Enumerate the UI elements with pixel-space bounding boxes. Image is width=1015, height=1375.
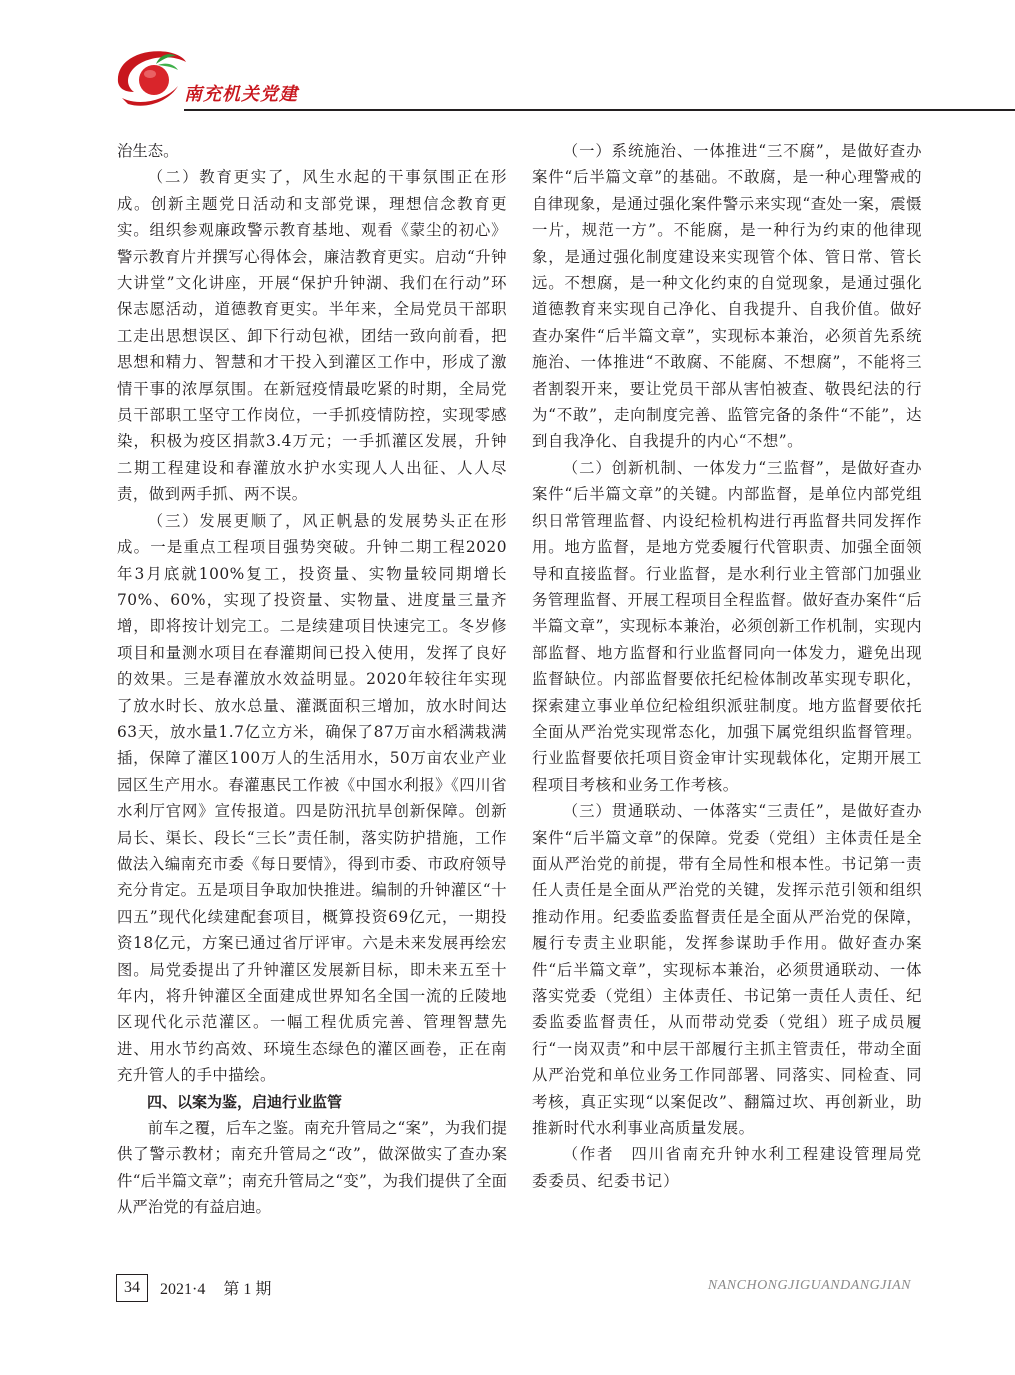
left-paragraph: （三）发展更顺了，风正帆悬的发展势头正在形成。一是重点工程项目强势突破。升钟二期工程2020年3月底就100%复工，投资量、实物量较同期增长70%、60%，实现了投资量、实物量、进度量三量齐增，即将按计划完工。二是续建项目快速完工。冬岁修项目和量测水项目在春灌期间已投入使用，发挥了良好的效果。三是春灌放水效益明显。2020年较往年实现了放水时长、放水总量、灌溉面积三增加，放水时间达63天，放水量1.7亿立方米，确保了87万亩水稻满栽满插，保障了灌区100万人的生活用水，50万亩农业产业园区生产用水。春灌惠民工作被《中国水利报》《四川省水利厅官网》宣传报道。四是防汛抗旱创新保障。创新局长、渠长、段长“三长”责任制，落实防护措施，工作做法入编南充市委《每日要情》，得到市委、市政府领导充分肯定。五是项目争取加快推进。编制的升钟灌区“十四五”现代化续建配套项目，概算投资69亿元，一期投资18亿元，方案已通过省厅评审。六是未来发展再绘宏图。局党委提出了升钟灌区发展新目标，即未来五至十年内，将升钟灌区全面建成世界知名全国一流的丘陵地区现代化示范灌区。一幅工程优质完善、管理智慧先进、用水节约高效、环境生态绿色的灌区画卷，正在南充升管人的手中描绘。 [117, 511, 507, 1085]
left-paragraph: 治生态。 [117, 142, 179, 160]
right-paragraph: （二）创新机制、一体发力“三监督”，是做好查办案件“后半篇文章”的关键。内部监督，是单位内部党组织日常管理监督、内设纪检机构进行再监督共同发挥作用。地方监督，是地方党委履行代管职责、加强全面领导和直接监督。行业监督，是水利行业主管部门加强业务管理监督、开展工程项目全程监督。做好查办案件“后半篇文章”，实现标本兼治，必须创新工作机制，实现内部监督、地方监督和行业监督同向一体发力，避免出现监督缺位。内部监督要依托纪检体制改革实现专职化，探索建立事业单位纪检组织派驻制度。地方监督要依托全面从严治党实现常态化，加强下属党组织监督管理。行业监督要依托项目资金审计实现载体化，定期开展工程项目考核和业务工作考核。 [532, 458, 922, 794]
left-paragraph: （二）教育更实了，风生水起的干事氛围正在形成。创新主题党日活动和支部党课，理想信念教育更实。组织参观廉政警示教育基地、观看《蒙尘的初心》警示教育片并撰写心得体会，廉洁教育更实。启动“升钟大讲堂”文化讲座，开展“保护升钟湖、我们在行动”环保志愿活动，道德教育更实。半年来，全局党员干部职工走出思想误区、卸下行动包袱，团结一致向前看，把思想和精力、智慧和才干投入到灌区工作中，形成了激情干事的浓厚氛围。在新冠疫情最吃紧的时期，全局党员干部职工坚守工作岗位，一手抓疫情防控，实现零感染，积极为疫区捐款3.4万元；一手抓灌区发展，升钟二期工程建设和春灌放水护水实现人人出征、人人尽责，做到两手抓、两不误。 [117, 168, 507, 504]
issue-date: 2021·4 [160, 1281, 206, 1298]
magazine-name-en: NANCHONGJIGUANDANGJIAN [707, 1278, 911, 1293]
right-paragraph: （一）系统施治、一体推进“三不腐”，是做好查办案件“后半篇文章”的基础。不敢腐，是一种心理警戒的自律现象，是通过强化案件警示来实现“查处一案，震慑一片，规范一方”。不能腐，是一种行为约束的他律现象，是通过强化制度建设来实现管个体、管日常、管长远。不想腐，是一种文化约束的自觉现象，是通过强化道德教育来实现自己净化、自我提升、自我价值。做好查办案件“后半篇文章”，实现标本兼治，必须首先系统施治、一体推进“不敢腐、不能腐、不想腐”，不能将三者割裂开来，要让党员干部从害怕被查、敬畏纪法的行为“不敢”，走向制度完善、监管完备的条件“不能”，达到自我净化、自我提升的内心“不想”。 [532, 142, 922, 451]
author-note: （作者 四川省南充升钟水利工程建设管理局党委委员、纪委书记） [532, 1145, 922, 1190]
page-number: 34 [116, 1274, 148, 1302]
left-paragraph: 前车之覆，后车之鉴。南充升管局之“案”，为我们提供了警示教材；南充升管局之“改”，做深做实了查办案件“后半篇文章”；南充升管局之“变”，为我们提供了全面从严治党的有益启迪。 [117, 1119, 507, 1217]
header-divider [184, 109, 1015, 111]
page-header [0, 0, 1015, 120]
right-column [532, 138, 922, 1194]
brand-title: 南充机关党建 [184, 84, 298, 105]
left-column [117, 138, 507, 1221]
issue-info [160, 1276, 271, 1299]
page-footer [0, 1268, 1015, 1308]
right-paragraph: （三）贯通联动、一体落实“三责任”，是做好查办案件“后半篇文章”的保障。党委（党组）主体责任是全面从严治党的前提，带有全局性和根本性。书记第一责任人责任是全面从严治党的关键，发挥示范引领和组织推动作用。纪委监委监督责任是全面从严治党的保障，履行专责主业职能，发挥参谋助手作用。做好查办案件“后半篇文章”，实现标本兼治，必须贯通联动、一体落实党委（党组）主体责任、书记第一责任人责任、纪委监委监督责任，从而带动党委（党组）班子成员履行“一岗双责”和中层干部履行主抓主管责任，带动全面从严治党和单位业务工作同部署、同落实、同检查、同考核，真正实现“以案促改”、翻篇过坎、再创新业，助推新时代水利事业高质量发展。 [532, 802, 922, 1138]
section-heading: 四、以案为鉴，启迪行业监管 [147, 1092, 343, 1111]
issue-label: 第 1 期 [223, 1281, 272, 1298]
party-emblem-ribbon-icon [112, 42, 188, 112]
